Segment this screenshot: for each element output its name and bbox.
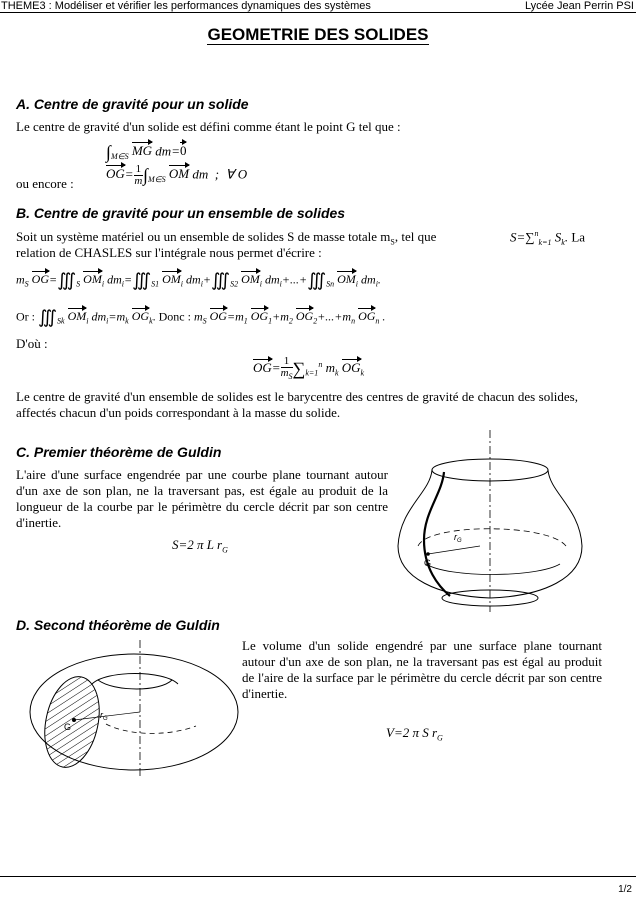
section-d-text: Le volume d'un solide engendré par une surface plane tournant autour d'un axe de son plan, ne la traversant pas est égal au produit de l'aire de la surface par le périmètre du cercle décrit par son centre d'inertie. bbox=[242, 638, 602, 701]
equation-b-result: OG= $\frac{1}{m_S}$ $\sum_{k=1}^n$ $m_k$ $OG_k$ bbox=[253, 355, 365, 382]
section-b-text2: relation de CHASLES sur l'intégrale nous permet d'écrire : bbox=[16, 245, 322, 260]
section-a-heading: A. Centre de gravité pour un solide bbox=[16, 96, 249, 112]
section-d-heading: D. Second théorème de Guldin bbox=[16, 617, 220, 633]
surface-revolution-figure bbox=[388, 428, 618, 614]
page-title: GEOMETRIE DES SOLIDES bbox=[207, 25, 429, 44]
equation-a1: $\int_{M\in S}$ MG dm=0 bbox=[106, 142, 187, 162]
figure-c-label-g: G bbox=[424, 558, 432, 568]
section-b-text1: Soit un système matériel ou un ensemble de solides S de masse totale $m_S$, tel que bbox=[16, 229, 437, 247]
footer-rule bbox=[0, 876, 636, 877]
section-c-heading: C. Premier théorème de Guldin bbox=[16, 444, 222, 460]
header-school: Lycée Jean Perrin PSI bbox=[524, 0, 634, 12]
figure-d-label-r: $r_G$ bbox=[100, 710, 108, 722]
header-theme: THEME3 : Modéliser et vérifier les performances dynamiques des systèmes bbox=[1, 0, 371, 12]
section-a-text: Le centre de gravité d'un solide est défini comme étant le point G tel que : bbox=[16, 119, 401, 134]
equation-a2: OG= $\frac{1}{m}$ $\int_{M\in S}$ OM dm ; ∀ O bbox=[106, 163, 248, 187]
equation-b-chasles: $m_S$ $OG=∭_S$ $OM_i$ $dm_i=∭_{S1}$ $OM_i$ $dm_i+∭_{S2}$ $OM_i$ $dm_i+...+∭_{Sn}$ $OM_i$ $dm_i$. bbox=[16, 270, 381, 290]
equation-b-or: Or : $∭_{Sk}$ $OM_i$ $dm_i=m_k$ $OG_k$. Donc : $m_S$ $OG=m_1$ $OG_1+m_2$ $OG_2+...+m_n$ $OG_n$ . bbox=[16, 307, 386, 327]
figure-d-label-g: G bbox=[64, 722, 72, 732]
equation-c: S=2 π L $r_G$ bbox=[172, 537, 228, 555]
section-a-encore: ou encore : bbox=[16, 176, 74, 191]
header-rule bbox=[0, 12, 636, 13]
figure-c-label-r: $r_G$ bbox=[454, 532, 462, 544]
equation-d: V=2 π S $r_G$ bbox=[386, 725, 443, 743]
page-header bbox=[0, 0, 636, 14]
torus-figure bbox=[14, 640, 240, 778]
equation-b-sum: S=∑$^n_{k=1}$ $S_k$. La bbox=[510, 229, 586, 247]
section-b-dou: D'où : bbox=[16, 336, 48, 351]
section-b-heading: B. Centre de gravité pour un ensemble de solides bbox=[16, 205, 346, 221]
section-c-text: L'aire d'une surface engendrée par une courbe plane tournant autour d'un axe de son plan, ne la traversant pas, est égale au produit de la longueur de la courbe par le périmètre du cercle décrit par son centre d'inertie. bbox=[16, 467, 388, 530]
section-b-text3: Le centre de gravité d'un ensemble de solides est le barycentre des centres de gravité de chacun des solides, affectés chacun d'un poids correspondant à la masse du solide. bbox=[16, 389, 578, 420]
page-number: 1/2 bbox=[618, 884, 632, 895]
